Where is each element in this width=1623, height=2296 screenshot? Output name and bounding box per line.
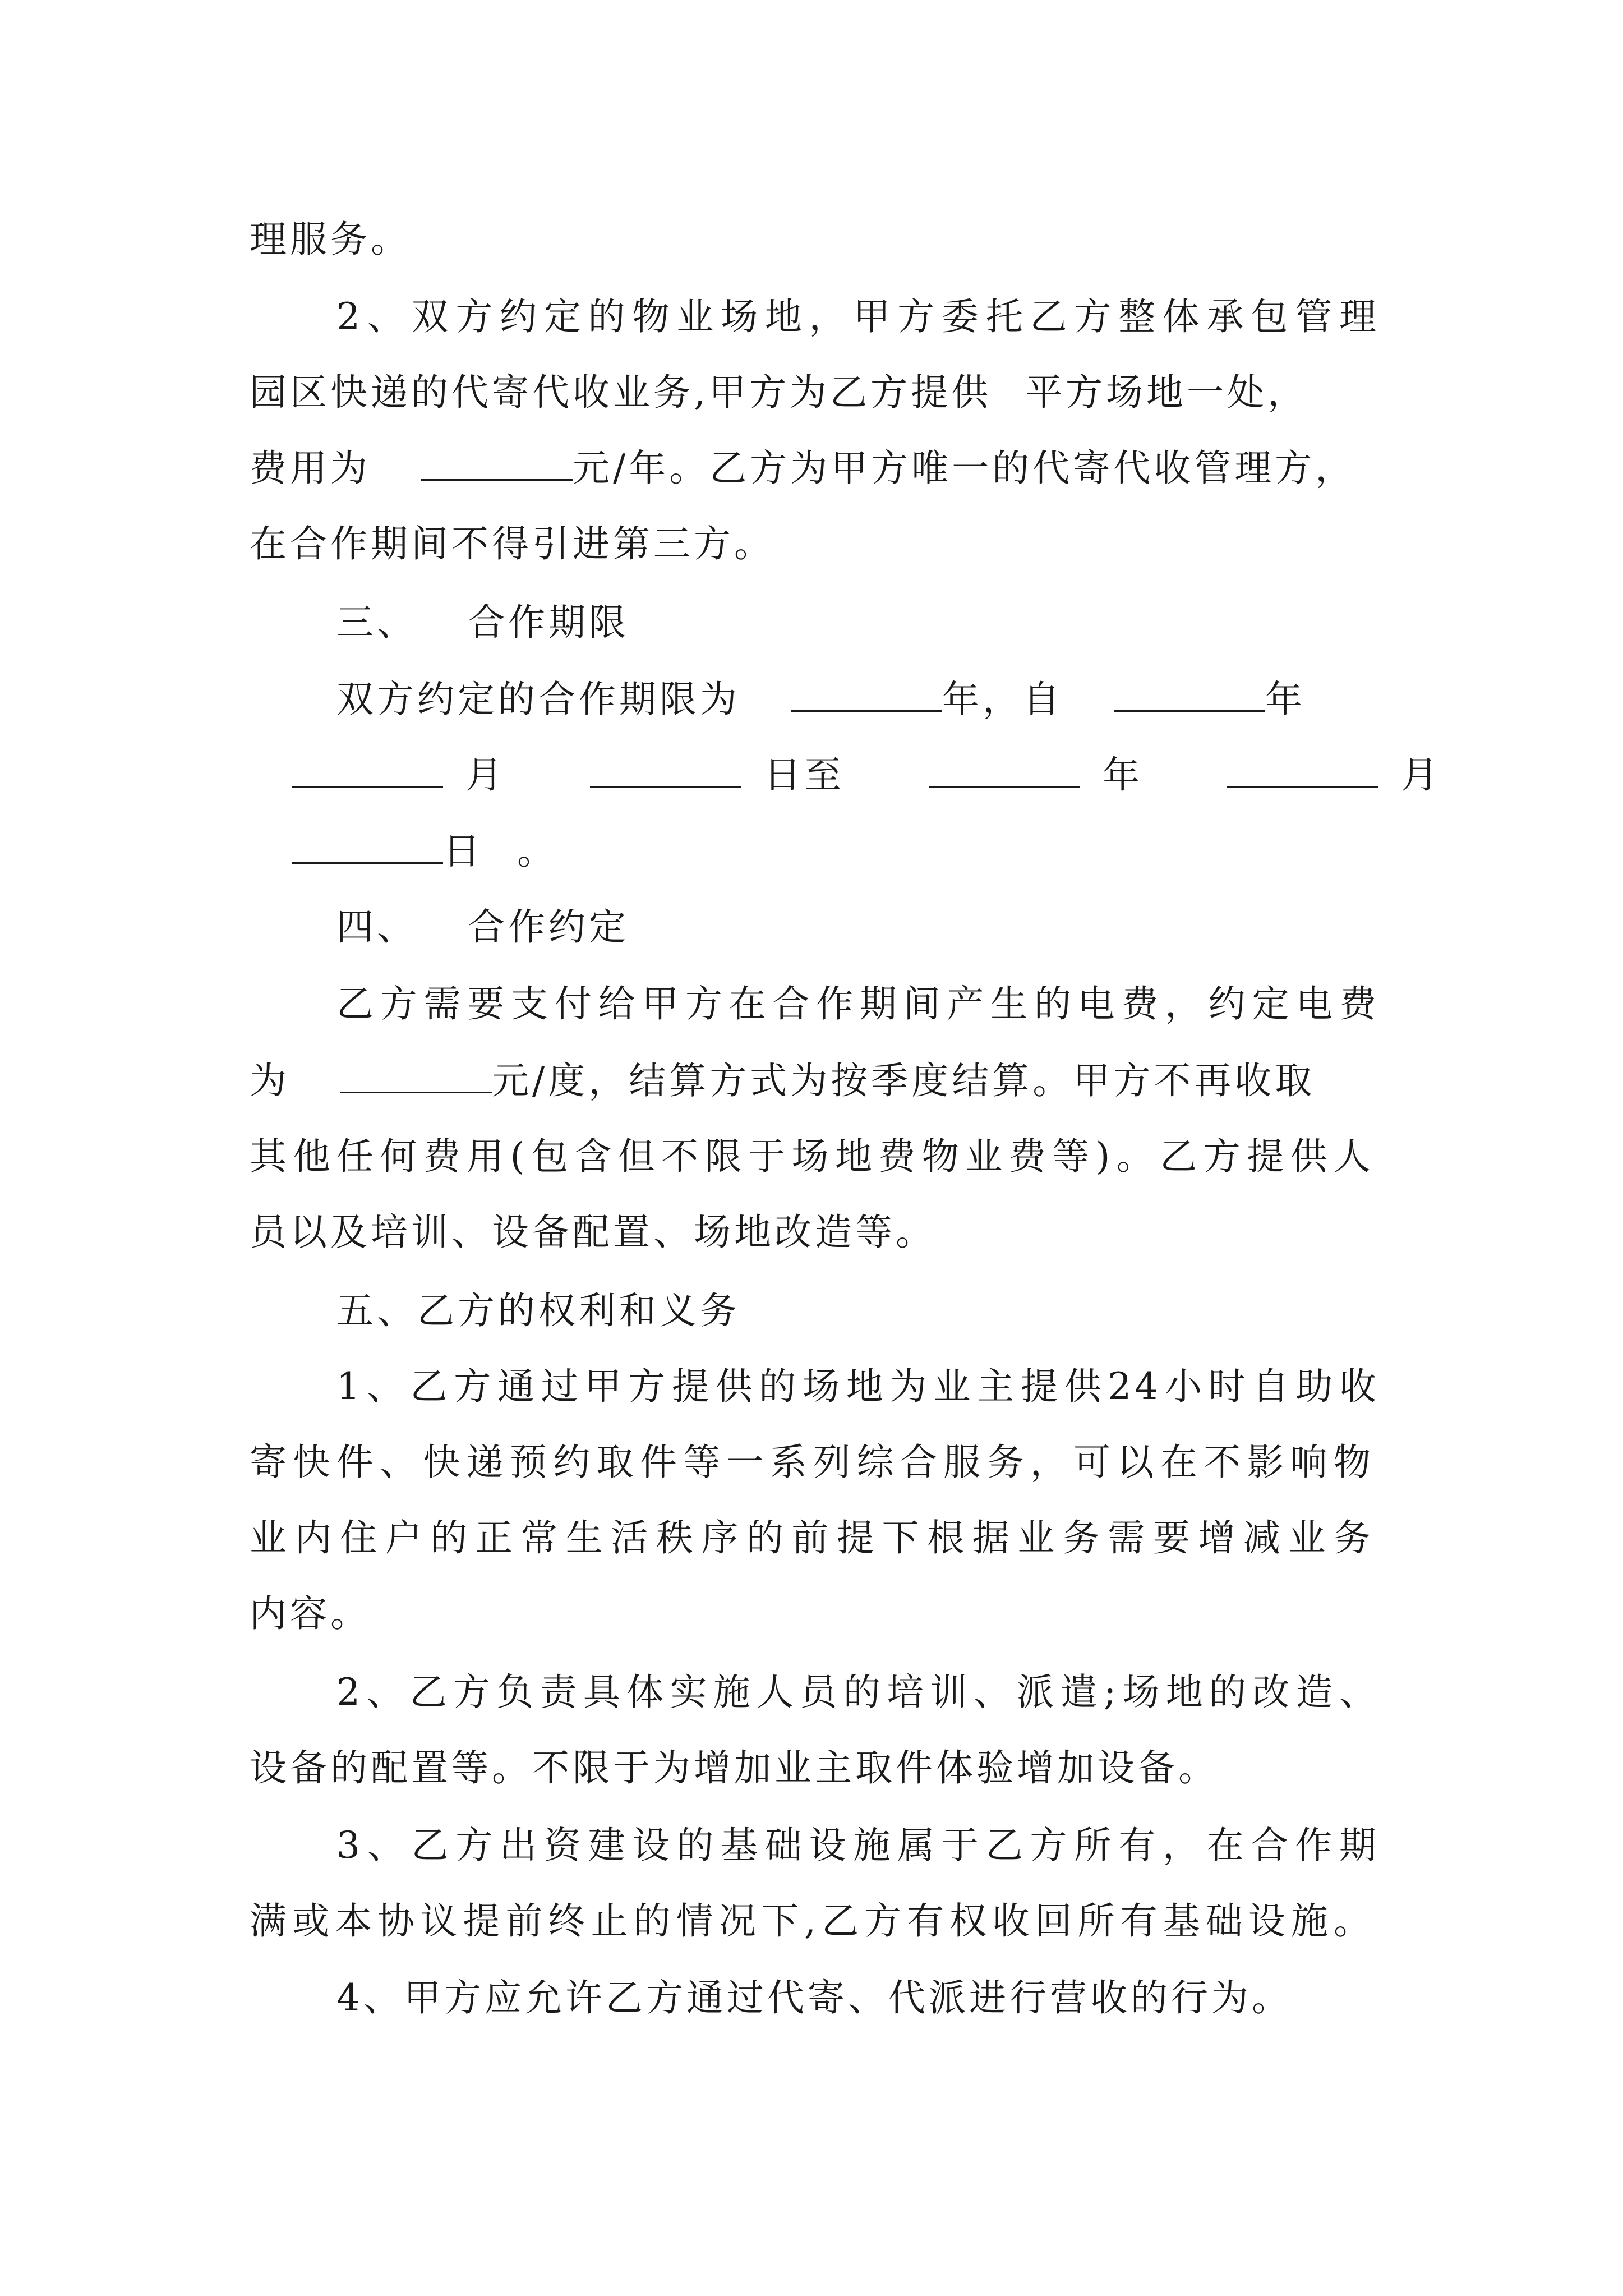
fill-in-blank: [929, 753, 1080, 788]
text-run: 为: [250, 1059, 290, 1102]
section-title: 合作期限: [468, 601, 629, 644]
text-run: 月: [1401, 753, 1441, 797]
paragraph-line: 3、乙方出资建设的基础设施属于乙方所有，在合作期: [336, 1824, 1380, 1867]
fill-in-blank: [292, 753, 443, 788]
fill-in-blank: [292, 830, 443, 864]
text-run: 园区快递的代寄代收业务,甲方为乙方提供: [250, 371, 992, 414]
paragraph-line: 2、双方约定的物业场地，甲方委托乙方整体承包管理: [336, 295, 1380, 338]
paragraph-line: 设备的配置等。不限于为增加业主取件体验增加设备。: [250, 1746, 1219, 1789]
paragraph-line: 1、乙方通过甲方提供的场地为业主提供24小时自助收: [336, 1365, 1380, 1408]
paragraph-line: 理服务。: [250, 218, 411, 261]
fill-in-blank: [340, 1059, 492, 1093]
fill-in-blank: [421, 447, 573, 481]
text-run: 月: [465, 753, 506, 797]
paragraph-line: [250, 370, 1308, 415]
section-number: 四、: [336, 905, 417, 949]
paragraph-line: [250, 1059, 1315, 1103]
paragraph-line: 寄快件、快递预约取件等一系列综合服务，可以在不影响物: [250, 1441, 1374, 1484]
paragraph-line: 2、乙方负责具体实施人员的培训、派遣;场地的改造、: [336, 1671, 1380, 1714]
paragraph-line: [250, 446, 1355, 491]
paragraph-line: 在合作期间不得引进第三方。: [250, 522, 774, 565]
text-run: 年，自: [942, 678, 1063, 721]
paragraph-line: 其他任何费用(包含但不限于场地费物业费等)。乙方提供人: [250, 1135, 1374, 1178]
fill-in-blank: [1227, 753, 1378, 788]
text-run: 平方场地一处，: [1025, 371, 1308, 414]
fill-in-blank: [1114, 678, 1265, 712]
fill-in-blank: [590, 753, 741, 788]
section-title: 合作约定: [468, 905, 629, 949]
date-line: [292, 753, 1441, 798]
text-run: 日至: [764, 753, 845, 797]
section-heading: [336, 600, 629, 645]
text-run: 。: [517, 830, 557, 873]
paragraph-line: [336, 677, 1306, 722]
text-run: 元/年。乙方为甲方唯一的代寄代收管理方，: [573, 447, 1356, 490]
text-run: 年: [1103, 753, 1143, 797]
text-run: 元/度，结算方式为按季度结算。甲方不再收取: [492, 1059, 1316, 1102]
section-heading: [336, 905, 629, 950]
section-heading: 五、乙方的权利和义务: [336, 1289, 740, 1332]
text-run: 日: [443, 830, 483, 873]
text-run: 双方约定的合作期限为: [336, 678, 740, 721]
text-run: 年: [1265, 678, 1306, 721]
paragraph-line: 乙方需要支付给甲方在合作期间产生的电费，约定电费: [336, 982, 1380, 1025]
paragraph-line: 员以及培训、设备配置、场地改造等。: [250, 1211, 936, 1254]
section-number: 三、: [336, 601, 417, 644]
date-line: [292, 829, 557, 874]
paragraph-line: 内容。: [250, 1592, 371, 1635]
paragraph-line: 4、甲方应允许乙方通过代寄、代派进行营收的行为。: [336, 1976, 1292, 2019]
text-run: 费用为: [250, 447, 371, 490]
paragraph-line: 业内住户的正常生活秩序的前提下根据业务需要增减业务: [250, 1516, 1374, 1559]
fill-in-blank: [791, 678, 942, 712]
paragraph-line: 满或本协议提前终止的情况下,乙方有权收回所有基础设施。: [250, 1899, 1374, 1943]
